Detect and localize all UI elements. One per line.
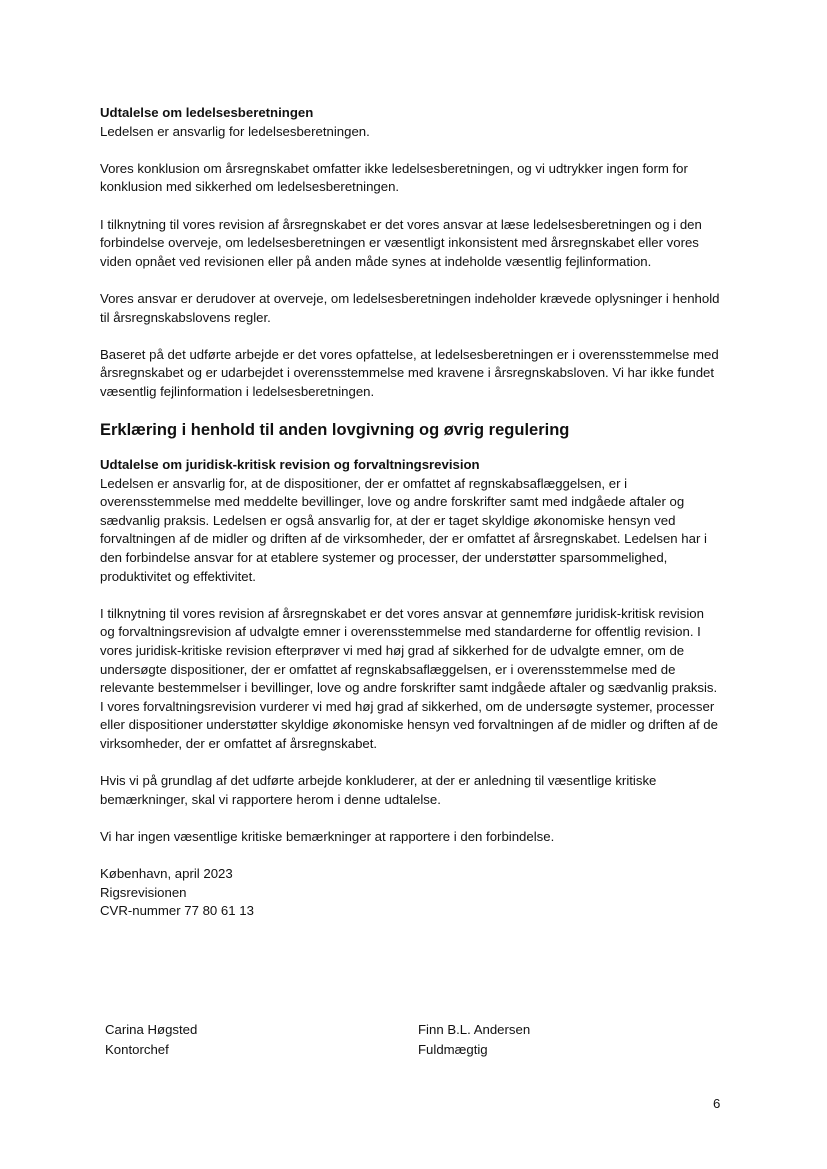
signature-right — [418, 1020, 530, 1060]
paragraph: Ledelsen er ansvarlig for ledelsesberetningen. — [100, 123, 370, 139]
paragraph: I tilknytning til vores revision af årsregnskabet er det vores ansvar at gennemføre juridisk-kritisk revision og forvaltningsrevision af udvalgte emner i overensstemmelse med standarderne for offentlig revision. I vores juridisk-kritiske revision efterprøver vi med høj grad af sikkerhed for de udvalgte emner, om de undersøgte dispositioner, der er omfattet af regnskabsaflæggelsen, er i overensstemmelse med de relevante bestemmelser i bevillinger, love og andre forskrifter samt indgåede aftaler og sædvanlig praksis. I vores forvaltningsrevision vurderer vi med høj grad af sikkerhed, om de undersøgte systemer, processer eller dispositioner understøtter skyldige økonomiske hensyn ved forvaltningen af de midler og driften af de virksomheder, der er omfattet af årsregnskabet. — [100, 605, 718, 751]
section-juridisk-kritisk — [100, 456, 722, 586]
subsection-heading: Udtalelse om juridisk-kritisk revision og forvaltningsrevision — [100, 457, 480, 473]
paragraph: Hvis vi på grundlag af det udførte arbejde konkluderer, at der er anledning til væsentlige kritiske bemærkninger, skal vi rapportere herom i denne udtalelse. — [100, 773, 657, 807]
paragraph: Vores konklusion om årsregnskabet omfatter ikke ledelsesberetningen, og vi udtrykker ingen form for konklusion med sikkerhed om ledelsesberetningen. — [100, 160, 688, 195]
signatory-name: Carina Høgsted — [105, 1022, 198, 1037]
place-date-block — [100, 865, 722, 921]
paragraph: I tilknytning til vores revision af årsregnskabet er det vores ansvar at læse ledelsesberetningen og i den forbindelse overveje, om ledelsesberetningen er væsentligt inkonsistent med årsregnskabet eller vores viden opnået ved revisionen eller på anden måde synes at indeholde væsentlig fejlinformation. — [100, 216, 702, 269]
page-content — [100, 104, 722, 940]
signatory-name: Finn B.L. Andersen — [418, 1022, 531, 1037]
paragraph: Ledelsen er ansvarlig for, at de dispositioner, der er omfattet af regnskabsaflæggelsen, er i overensstemmelse med meddelte bevillinger, love og andre forskrifter samt med indgåede aftaler og sædvanlig praksis. Ledelsen er også ansvarlig for, at der er taget skyldige økonomiske hensyn ved forvaltningen af de midler og driften af de virksomheder, der er omfattet af årsregnskabet. Ledelsen har i den forbindelse ansvar for at etablere systemer og processer, der understøtter sparsommelighed, produktivitet og effektivitet. — [100, 475, 707, 584]
place-date: København, april 2023 — [100, 866, 233, 882]
section-title: Erklæring i henhold til anden lovgivning og øvrig regulering — [100, 421, 570, 440]
cvr-number: CVR-nummer 77 80 61 13 — [100, 903, 254, 919]
paragraph: Vores ansvar er derudover at overveje, om ledelsesberetningen indeholder krævede oplysninger i henhold til årsregnskabslovens regler. — [100, 290, 720, 325]
organization-name: Rigsrevisionen — [100, 884, 187, 900]
section-heading: Udtalelse om ledelsesberetningen — [100, 105, 314, 120]
paragraph: Vi har ingen væsentlige kritiske bemærkninger at rapportere i den forbindelse. — [100, 828, 555, 844]
signature-left — [105, 1020, 197, 1060]
signatory-title: Fuldmægtig — [418, 1042, 488, 1057]
section-ledelsesberetning — [100, 104, 722, 141]
paragraph: Baseret på det udførte arbejde er det vores opfattelse, at ledelsesberetningen er i overensstemmelse med årsregnskabet og er udarbejdet i overensstemmelse med kravene i årsregnskabsloven. Vi har ikke fundet væsentlig fejlinformation i ledelsesberetningen. — [100, 346, 719, 399]
page-number: 6 — [713, 1096, 721, 1111]
signatory-title: Kontorchef — [105, 1042, 169, 1057]
